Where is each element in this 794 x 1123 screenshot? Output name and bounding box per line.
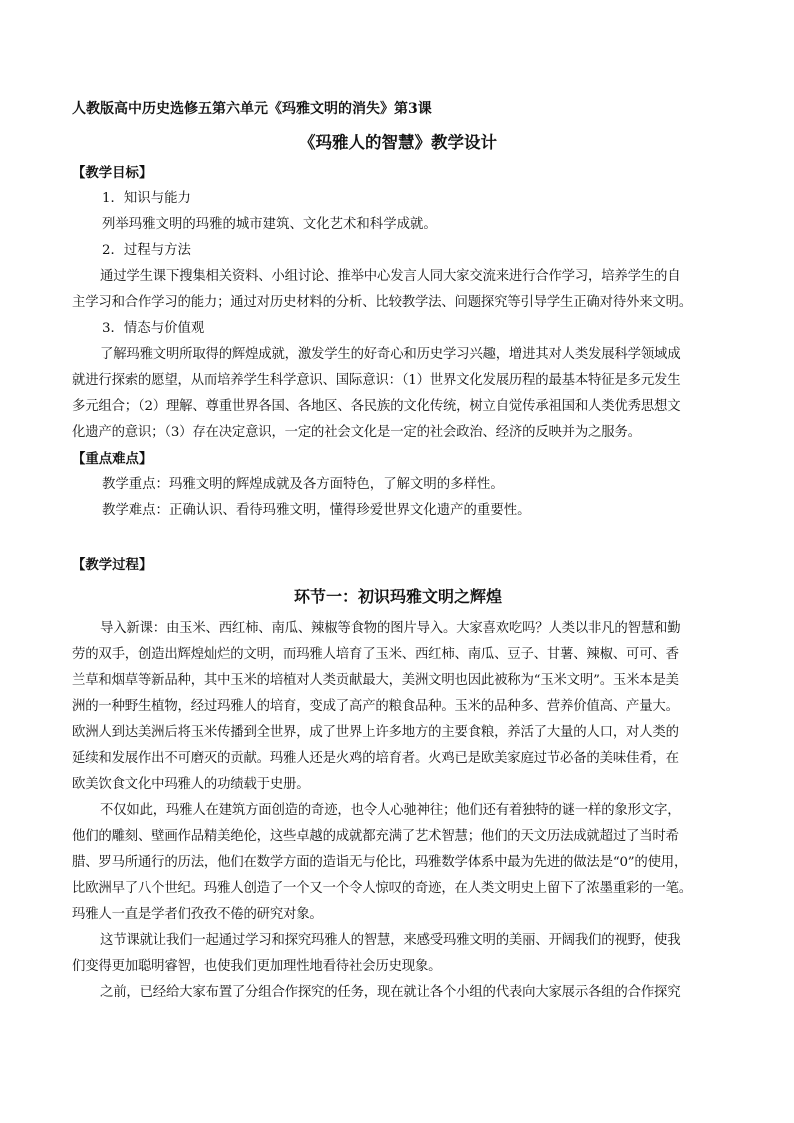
group-task-paragraph — [72, 980, 724, 1006]
paragraph-line: 腊、罗马所通行的历法，他们在数学方面的造诣无与伦比，玛雅数学体系中最为先进的做法是“0”的使用， — [72, 855, 688, 870]
paragraph-line: 玛雅人一直是学者们孜孜不倦的研究对象。 — [72, 907, 323, 922]
process-heading: 【教学过程】 — [72, 557, 153, 573]
paragraph-line: 化遗产的意识；（3）存在决定意识，一定的社会文化是一定的社会政治、经济的反映并为之服务。 — [72, 425, 641, 440]
paragraph-line: 不仅如此，玛雅人在建筑方面创造的奇迹，也令人心驰神往；他们还有着独特的谜一样的象形文字， — [100, 803, 681, 818]
difficult-point-text: 教学难点：正确认识、看待玛雅文明，懂得珍爱世界文化遗产的重要性。 — [102, 503, 531, 518]
objective-1-text: 列举玛雅文明的玛雅的城市建筑、文化艺术和科学成就。 — [102, 217, 437, 232]
blank-line — [72, 524, 724, 552]
course-subtitle: 人教版高中历史选修五第六单元《玛雅文明的消失》第3课 — [72, 101, 432, 117]
objective-3-paragraph — [72, 342, 724, 446]
paragraph-line: 导入新课：由玉米、西红柿、南瓜、辣椒等食物的图片导入。大家喜欢吃吗？人类以非凡的智慧和勤 — [100, 621, 681, 636]
paragraph-line: 之前，已经给大家布置了分组合作探究的任务，现在就让各个小组的代表向大家展示各组的合作探究 — [100, 985, 681, 1000]
document-body — [72, 96, 724, 1006]
objective-1-label: 1．知识与能力 — [102, 191, 191, 206]
paragraph-line: 通过学生课下搜集相关资料、小组讨论、推举中心发言人同大家交流来进行合作学习，培养学生的自 — [100, 269, 681, 284]
stage-1-title: 环节一：初识玛雅文明之辉煌 — [293, 587, 502, 606]
paragraph-line: 延续和发展作出不可磨灭的贡献。玛雅人还是火鸡的培育者。火鸡已是欧美家庭过节必备的美味佳肴，在 — [72, 751, 679, 766]
objective-3-label: 3．情态与价值观 — [102, 321, 205, 336]
intro-paragraph — [72, 616, 724, 798]
objectives-heading: 【教学目标】 — [72, 165, 153, 181]
paragraph-line: 欧美饮食文化中玛雅人的功绩载于史册。 — [72, 777, 310, 792]
paragraph-line: 洲的一种野生植物，经过玛雅人的培育，变成了高产的粮食品种。玉米的品种多、营养价值高、产量大。 — [72, 699, 679, 714]
paragraph-line: 多元组合；（2）理解、尊重世界各国、各地区、各民族的文化传统，树立自觉传承祖国和人类优秀思想文 — [72, 399, 681, 414]
paragraph-line: 这节课就让我们一起通过学习和探究玛雅人的智慧，来感受玛雅文明的美丽、开阔我们的视野，使我 — [100, 933, 681, 948]
lesson-purpose-paragraph — [72, 928, 724, 980]
achievements-paragraph — [72, 798, 724, 928]
paragraph-line: 劳的双手，创造出辉煌灿烂的文明，而玛雅人培育了玉米、西红柿、南瓜、豆子、甘薯、辣椒、可可、香 — [72, 647, 679, 662]
objective-2-label: 2．过程与方法 — [102, 243, 191, 258]
paragraph-line: 兰草和烟草等新品种，其中玉米的培植对人类贡献最大，美洲文明也因此被称为“玉米文明”。玉米本是美 — [72, 673, 679, 688]
key-point-text: 教学重点：玛雅文明的辉煌成就及各方面特色，了解文明的多样性。 — [102, 477, 504, 492]
paragraph-line: 比欧洲早了八个世纪。玛雅人创造了一个又一个令人惊叹的奇迹，在人类文明史上留下了浓墨重彩的一笔。 — [72, 881, 692, 896]
keypoints-heading: 【重点难点】 — [72, 451, 153, 467]
document-title: 《玛雅人的智慧》教学设计 — [299, 133, 497, 152]
paragraph-line: 了解玛雅文明所取得的辉煌成就，激发学生的好奇心和历史学习兴趣，增进其对人类发展科学领域成 — [100, 347, 681, 362]
objective-2-paragraph — [72, 264, 724, 316]
paragraph-line: 们变得更加聪明睿智，也使我们更加理性地看待社会历史现象。 — [72, 959, 442, 974]
paragraph-line: 欧洲人到达美洲后将玉米传播到全世界，成了世界上许多地方的主要食粮，养活了大量的人口，对人类的 — [72, 725, 679, 740]
paragraph-line: 就进行探索的愿望，从而培养学生科学意识、国际意识：（1）世界文化发展历程的最基本特征是多元发生 — [72, 373, 681, 388]
paragraph-line: 他们的雕刻、壁画作品精美绝伦，这些卓越的成就都充满了艺术智慧；他们的天文历法成就超过了当时希 — [72, 829, 679, 844]
paragraph-line: 主学习和合作学习的能力；通过对历史材料的分析、比较教学法、问题探究等引导学生正确对待外来文明。 — [72, 295, 692, 310]
